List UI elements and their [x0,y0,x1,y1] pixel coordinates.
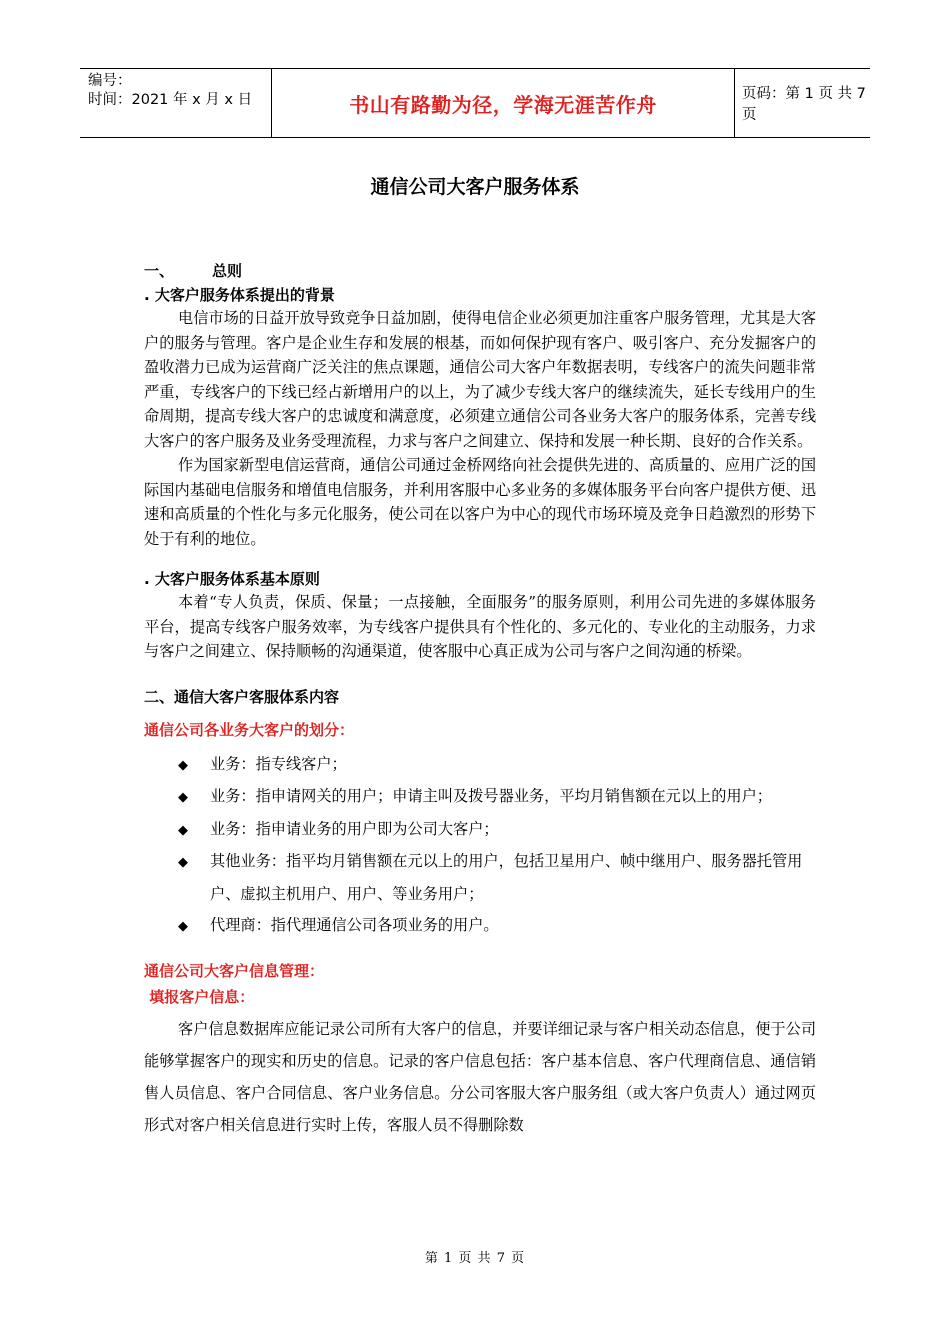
section-1-number: 一、 [144,262,175,280]
list-item [144,814,816,847]
diamond-bullet-icon: ◆ [178,790,188,805]
document-title: 通信公司大客户服务体系 [370,176,580,198]
customer-division-heading: 通信公司各业务大客户的划分： [144,720,355,739]
paragraph-background-1: 电信市场的日益开放导致竞争日益加剧，使得电信企业必须更加注重客户服务管理，尤其是大客户的服务与管理。客户是企业生存和发展的根基，而如何保护现有客户、吸引客户、充分发掘客户的盈收潜力已成为运营商广泛关注的焦点课题，通信公司大客户年数据表明，专线客户的流失问题非常严重，专线客户的下线已经占新增用户的以上，为了减少专线大客户的继续流失，延长专线用户的生命周期，提高专线大客户的忠诚度和满意度，必须建立通信公司各业务大客户的服务体系，完善专线大客户的客户服务及业务受理流程，力求与客户之间建立、保持和发展一种长期、良好的合作关系。 [144,309,816,450]
paragraph-fill-info: 客户信息数据库应能记录公司所有大客户的信息，并要详细记录与客户相关动态信息，便于公司能够掌握客户的现实和历史的信息。记录的客户信息包括：客户基本信息、客户代理商信息、通信销售人员信息、客户合同信息、客户业务信息。分公司客服大客户服务组（或大客户负责人）通过网页形式对客户相关信息进行实时上传，客服人员不得删除数 [144,1019,816,1134]
header-motto: 书山有路勤为径，学海无涯苦作舟 [272,69,735,137]
diamond-bullet-icon: ◆ [178,822,188,838]
fill-info-heading: 填报客户信息： [144,987,255,1006]
diamond-bullet-icon: ◆ [178,919,188,934]
list-item-text: 其他业务：指平均月销售额在元以上的用户，包括卫星用户、帧中继用户、服务器托管用户、虚拟主机用户、用户、等业务用户； [210,852,803,903]
section-1-heading [144,258,816,284]
list-item [144,781,816,814]
page-footer: 第 1 页 共 7 页 [424,1251,526,1266]
document-time-label: 时间：2021 年 x 月 x 日 [88,92,253,108]
header-page-number: 页码：第 1 页 共 7 页 [742,86,866,123]
page-header [80,68,870,138]
list-item-text: 业务：指专线客户； [210,754,347,773]
paragraph-background-2: 作为国家新型电信运营商，通信公司通过金桥网络向社会提供先进的、高质量的、应用广泛的国际国内基础电信服务和增值电信服务，并利用客服中心多业务的多媒体服务平台向客户提供方便、迅速和高质量的个性化与多元化服务，使公司在以客户为中心的现代市场环境及竞争日趋激烈的形势下处于有利的地位。 [144,456,816,548]
list-item [144,910,816,943]
list-item-text: 业务：指申请业务的用户即为公司大客户； [210,819,499,838]
list-item [144,846,816,910]
paragraph-principles: 本着“专人负责，保质、保量；一点接触，全面服务”的服务原则，利用公司先进的多媒体服务平台，提高专线客户服务效率，为专线客户提供具有个性化的、多元化的、专业化的主动服务，力求与客户之间建立、保持顺畅的沟通渠道，使客服中心真正成为公司与客户之间沟通的桥梁。 [144,593,816,660]
document-number-label: 编号： [88,73,132,89]
subsection-principles-heading: . 大客户服务体系基本原则 [144,570,320,588]
header-meta-cell [80,69,272,137]
section-1-title: 总则 [212,262,243,280]
list-item [144,749,816,782]
document-body [144,258,816,1141]
section-2-heading: 二、通信大客户客服体系内容 [144,687,340,706]
diamond-bullet-icon: ◆ [178,855,188,870]
subsection-background-heading: . 大客户服务体系提出的背景 [144,286,335,304]
customer-division-list [144,749,816,943]
list-item-text: 业务：指申请网关的用户；申请主叫及拨号器业务，平均月销售额在元以上的用户； [210,787,772,805]
info-management-heading: 通信公司大客户信息管理： [144,961,325,980]
list-item-text: 代理商：指代理通信公司各项业务的用户。 [210,916,499,934]
diamond-bullet-icon: ◆ [178,757,188,773]
